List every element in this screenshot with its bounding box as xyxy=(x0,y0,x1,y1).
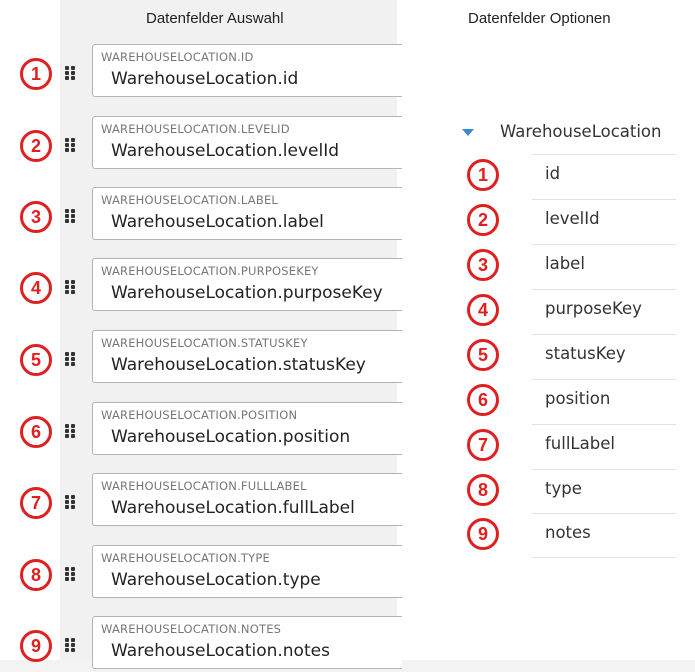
selected-field-row xyxy=(0,187,400,242)
selected-field-row xyxy=(0,44,400,99)
option-label: label xyxy=(545,254,585,273)
drag-handle-icon[interactable] xyxy=(65,638,77,652)
selected-field-box[interactable] xyxy=(92,187,402,240)
option-label: statusKey xyxy=(545,344,626,363)
divider xyxy=(532,289,676,290)
number-badge: 4 xyxy=(20,272,52,304)
option-item-label[interactable] xyxy=(464,244,676,289)
option-label: fullLabel xyxy=(545,434,615,453)
drag-handle-icon[interactable] xyxy=(65,424,77,438)
selected-field-box[interactable] xyxy=(92,473,402,526)
option-label: levelId xyxy=(545,209,600,228)
option-item-id[interactable] xyxy=(464,154,676,199)
field-value: WarehouseLocation.purposeKey xyxy=(111,283,383,303)
field-key-label: WAREHOUSELOCATION.STATUSKEY xyxy=(101,336,308,350)
field-value: WarehouseLocation.position xyxy=(111,427,351,447)
divider xyxy=(532,424,676,425)
tree-node-label: WarehouseLocation xyxy=(500,122,662,141)
field-value: WarehouseLocation.statusKey xyxy=(111,355,366,375)
number-badge: 2 xyxy=(20,130,52,162)
divider xyxy=(532,199,676,200)
number-badge: 1 xyxy=(467,159,499,191)
number-badge: 8 xyxy=(467,474,499,506)
option-item-levelid[interactable] xyxy=(464,199,676,244)
divider xyxy=(532,154,676,155)
option-label: position xyxy=(545,389,611,408)
field-value: WarehouseLocation.fullLabel xyxy=(111,498,355,518)
field-key-label: WAREHOUSELOCATION.POSITION xyxy=(101,408,298,422)
divider xyxy=(532,244,676,245)
field-value: WarehouseLocation.levelId xyxy=(111,141,340,161)
tree-node-warehouselocation[interactable] xyxy=(462,120,692,150)
option-item-position[interactable] xyxy=(464,379,676,424)
number-badge: 3 xyxy=(467,249,499,281)
selected-field-row xyxy=(0,545,400,600)
number-badge: 5 xyxy=(20,344,52,376)
field-key-label: WAREHOUSELOCATION.PURPOSEKEY xyxy=(101,264,319,278)
option-item-statuskey[interactable] xyxy=(464,334,676,379)
divider xyxy=(532,557,676,558)
number-badge: 9 xyxy=(20,630,52,662)
field-key-label: WAREHOUSELOCATION.TYPE xyxy=(101,551,270,565)
number-badge: 1 xyxy=(20,58,52,90)
divider xyxy=(532,513,676,514)
drag-handle-icon[interactable] xyxy=(65,209,77,223)
field-key-label: WAREHOUSELOCATION.ID xyxy=(101,50,254,64)
drag-handle-icon[interactable] xyxy=(65,280,77,294)
option-item-fulllabel[interactable] xyxy=(464,424,676,469)
field-key-label: WAREHOUSELOCATION.LEVELID xyxy=(101,122,290,136)
selected-field-box[interactable] xyxy=(92,402,402,455)
drag-handle-icon[interactable] xyxy=(65,138,77,152)
caret-down-icon[interactable] xyxy=(462,129,474,136)
drag-handle-icon[interactable] xyxy=(65,66,77,80)
number-badge: 6 xyxy=(467,384,499,416)
option-label: type xyxy=(545,479,582,498)
option-label: id xyxy=(545,164,561,183)
drag-handle-icon[interactable] xyxy=(65,495,77,509)
selected-field-box[interactable] xyxy=(92,44,402,97)
field-key-label: WAREHOUSELOCATION.FULLLABEL xyxy=(101,479,307,493)
drag-handle-icon[interactable] xyxy=(65,352,77,366)
number-badge: 7 xyxy=(467,429,499,461)
field-value: WarehouseLocation.notes xyxy=(111,641,330,661)
number-badge: 7 xyxy=(20,487,52,519)
number-badge: 5 xyxy=(467,339,499,371)
number-badge: 8 xyxy=(20,559,52,591)
field-value: WarehouseLocation.label xyxy=(111,212,324,232)
field-key-label: WAREHOUSELOCATION.LABEL xyxy=(101,193,279,207)
divider xyxy=(532,334,676,335)
number-badge: 6 xyxy=(20,416,52,448)
divider xyxy=(532,469,676,470)
drag-handle-icon[interactable] xyxy=(65,567,77,581)
number-badge: 3 xyxy=(20,201,52,233)
number-badge: 9 xyxy=(467,518,499,550)
selected-field-box[interactable] xyxy=(92,616,402,669)
selected-field-row xyxy=(0,258,400,313)
option-label: purposeKey xyxy=(545,299,642,318)
selected-field-box[interactable] xyxy=(92,545,402,598)
field-value: WarehouseLocation.type xyxy=(111,570,321,590)
option-label: notes xyxy=(545,523,591,542)
selected-field-row xyxy=(0,616,400,671)
selected-field-box[interactable] xyxy=(92,330,402,383)
selected-field-box[interactable] xyxy=(92,116,402,169)
options-heading: Datenfelder Optionen xyxy=(468,10,611,27)
selected-field-row xyxy=(0,402,400,457)
option-item-type[interactable] xyxy=(464,469,676,514)
selected-field-row xyxy=(0,473,400,528)
selection-heading: Datenfelder Auswahl xyxy=(146,10,284,27)
selected-field-row xyxy=(0,116,400,171)
option-item-purposekey[interactable] xyxy=(464,289,676,334)
selected-field-box[interactable] xyxy=(92,258,402,311)
number-badge: 2 xyxy=(467,204,499,236)
selected-field-row xyxy=(0,330,400,385)
divider xyxy=(532,379,676,380)
option-item-notes[interactable] xyxy=(464,513,676,558)
field-value: WarehouseLocation.id xyxy=(111,69,299,89)
number-badge: 4 xyxy=(467,294,499,326)
field-key-label: WAREHOUSELOCATION.NOTES xyxy=(101,622,282,636)
